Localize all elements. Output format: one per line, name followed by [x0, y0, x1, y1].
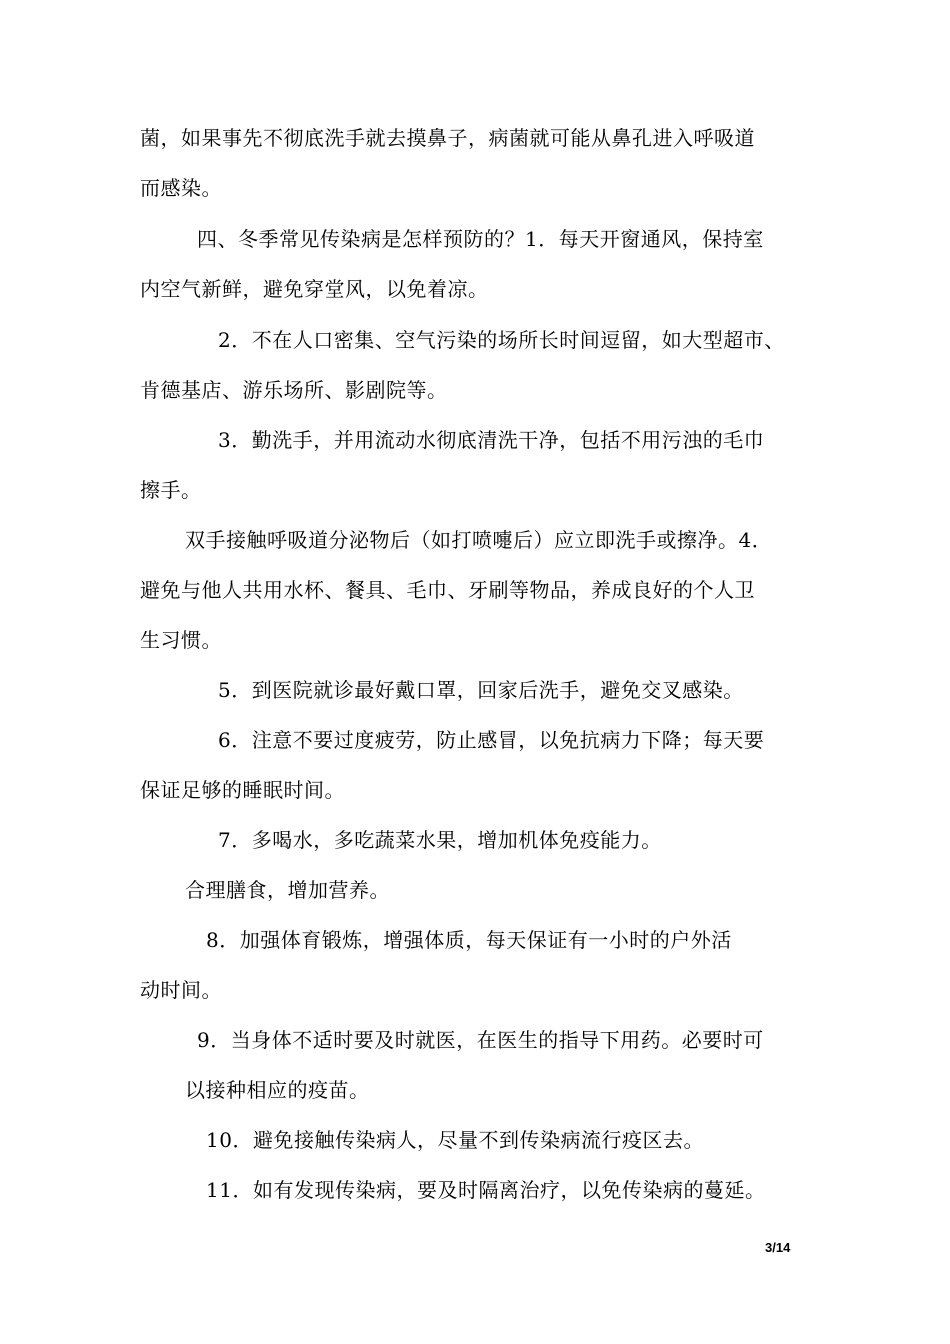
text-line: 8．加强体育锻炼，增强体质，每天保证有一小时的户外活 — [206, 928, 732, 952]
text-line: 擦手。 — [140, 478, 202, 502]
text-line: 保证足够的睡眠时间。 — [140, 778, 345, 802]
text-line: 避免与他人共用水杯、餐具、毛巾、牙刷等物品，养成良好的个人卫 — [140, 578, 755, 602]
text-line: 合理膳食，增加营养。 — [185, 878, 390, 902]
text-line: 双手接触呼吸道分泌物后（如打喷嚏后）应立即洗手或擦净。4． — [185, 528, 773, 552]
text-line: 11．如有发现传染病，要及时隔离治疗，以免传染病的蔓延。 — [206, 1178, 766, 1202]
text-line: 四、冬季常见传染病是怎样预防的？1．每天开窗通风，保持室 — [197, 227, 764, 251]
text-line: 5．到医院就诊最好戴口罩，回家后洗手，避免交叉感染。 — [218, 678, 744, 702]
text-line: 3．勤洗手，并用流动水彻底清洗干净，包括不用污浊的毛巾 — [218, 428, 765, 452]
text-line: 内空气新鲜，避免穿堂风，以免着凉。 — [140, 277, 489, 301]
page-number: 3/14 — [765, 1240, 791, 1255]
text-line: 动时间。 — [140, 978, 222, 1002]
text-line: 肯德基店、游乐场所、影剧院等。 — [140, 378, 448, 402]
text-line: 生习惯。 — [140, 628, 222, 652]
text-line: 而感染。 — [140, 176, 222, 200]
text-line: 7．多喝水，多吃蔬菜水果，增加机体免疫能力。 — [218, 828, 662, 852]
text-line: 2．不在人口密集、空气污染的场所长时间逗留，如大型超市、 — [218, 328, 785, 352]
text-line: 6．注意不要过度疲劳，防止感冒，以免抗病力下降；每天要 — [218, 728, 765, 752]
text-line: 10．避免接触传染病人，尽量不到传染病流行疫区去。 — [206, 1128, 704, 1152]
text-line: 菌，如果事先不彻底洗手就去摸鼻子，病菌就可能从鼻孔进入呼吸道 — [140, 126, 755, 150]
text-line: 以接种相应的疫苗。 — [185, 1078, 370, 1102]
text-line: 9．当身体不适时要及时就医，在医生的指导下用药。必要时可 — [197, 1028, 764, 1052]
